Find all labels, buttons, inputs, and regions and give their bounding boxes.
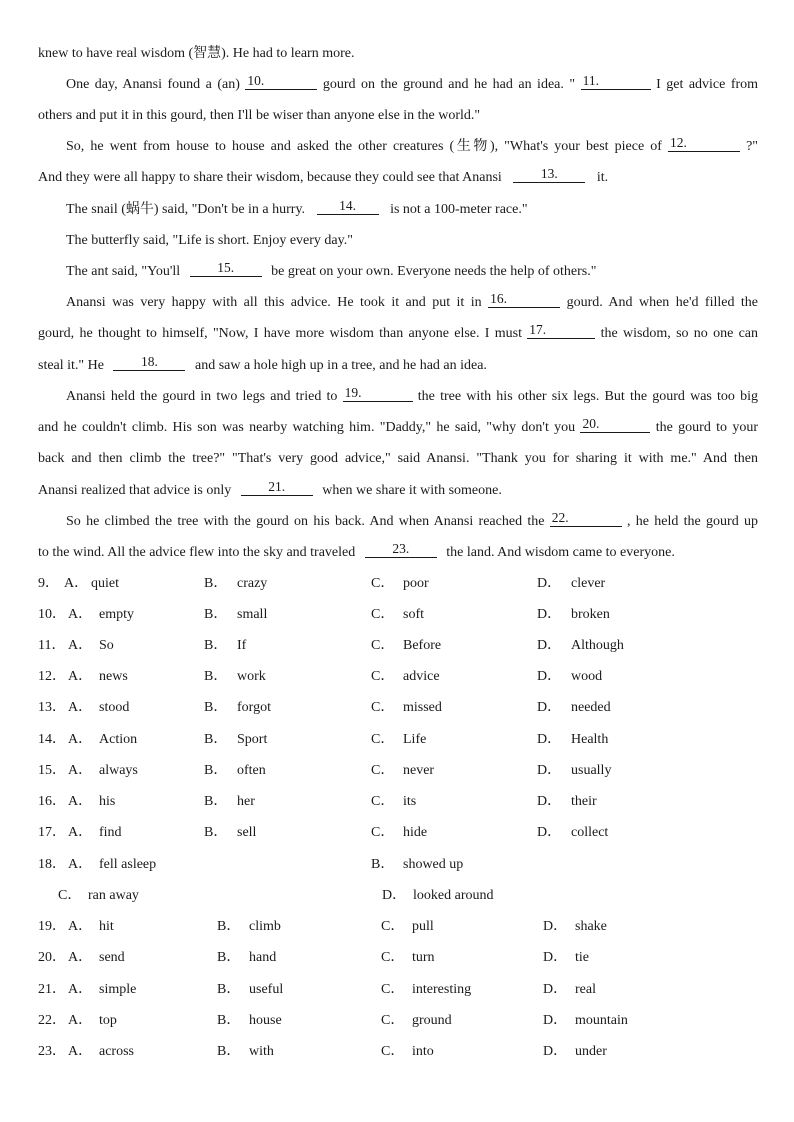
passage-text: steal it." He bbox=[38, 358, 104, 373]
option-b[interactable]: with bbox=[249, 1044, 274, 1059]
option-a[interactable]: So bbox=[99, 638, 114, 653]
passage-text: The butterfly said, "Life is short. Enjoy every day." bbox=[66, 233, 353, 248]
passage-text: So he climbed the tree with the gourd on his back. And when Anansi reached the bbox=[66, 514, 545, 529]
question-number: 16． bbox=[38, 794, 66, 809]
question-number: 19． bbox=[38, 919, 66, 934]
option-letter: A． bbox=[68, 732, 93, 747]
question-number: 12． bbox=[38, 669, 66, 684]
passage-text: Anansi was very happy with all this advice. He took it and put it in bbox=[66, 295, 482, 310]
option-d[interactable]: looked around bbox=[413, 888, 494, 903]
option-a[interactable]: quiet bbox=[91, 576, 119, 591]
passage-line bbox=[38, 412, 758, 443]
option-letter: A． bbox=[68, 950, 93, 965]
option-c[interactable]: missed bbox=[403, 700, 442, 715]
passage-text: Anansi held the gourd in two legs and tried to bbox=[66, 389, 338, 404]
answer-blank-20[interactable]: 20. bbox=[580, 416, 650, 433]
option-row-10 bbox=[38, 599, 758, 630]
passage-text: gourd. And when he'd filled the bbox=[566, 295, 759, 310]
question-number: 13． bbox=[38, 700, 66, 715]
answer-blank-16[interactable]: 16. bbox=[488, 291, 560, 308]
option-c[interactable]: turn bbox=[412, 950, 435, 965]
passage-text: So, he went from house to house and asked the other creatures (生物), "What's your best piece of bbox=[66, 139, 662, 154]
option-letter: C． bbox=[381, 1013, 405, 1028]
option-letter: D． bbox=[537, 794, 562, 809]
option-letter: B． bbox=[204, 763, 228, 778]
option-a[interactable]: stood bbox=[99, 700, 130, 715]
passage-line bbox=[38, 287, 758, 318]
passage-text: , he held the gourd up bbox=[627, 514, 758, 529]
question-number: 23． bbox=[38, 1044, 66, 1059]
option-b[interactable]: often bbox=[237, 763, 266, 778]
option-c[interactable]: never bbox=[403, 763, 435, 778]
option-d[interactable]: Although bbox=[571, 638, 624, 653]
option-row-20 bbox=[38, 942, 758, 973]
passage-line bbox=[38, 69, 758, 100]
option-row-23 bbox=[38, 1036, 758, 1067]
passage-text: One day, Anansi found a (an) bbox=[66, 77, 240, 92]
option-b[interactable]: useful bbox=[249, 982, 284, 997]
option-d[interactable]: under bbox=[575, 1044, 607, 1059]
option-letter: D． bbox=[537, 669, 562, 684]
passage-text: Anansi realized that advice is only bbox=[38, 483, 232, 498]
question-number: 21． bbox=[38, 982, 66, 997]
option-letter: B． bbox=[217, 919, 241, 934]
option-c[interactable]: Before bbox=[403, 638, 442, 653]
option-b[interactable]: small bbox=[237, 607, 268, 622]
option-letter: B． bbox=[217, 982, 241, 997]
option-letter: A． bbox=[68, 825, 93, 840]
option-row-15 bbox=[38, 755, 758, 786]
passage-text: to the wind. All the advice flew into the sky and traveled bbox=[38, 545, 356, 560]
passage-line bbox=[38, 537, 758, 568]
option-a[interactable]: fell asleep bbox=[99, 857, 157, 872]
option-letter: D． bbox=[537, 700, 562, 715]
passage-text: the tree with his other six legs. But the gourd was too big bbox=[417, 389, 759, 404]
option-letter: C． bbox=[58, 888, 82, 903]
passage-text: gourd, he thought to himself, "Now, I have more wisdom than anyone else. I must bbox=[38, 326, 522, 341]
option-letter: B． bbox=[371, 857, 395, 872]
question-number: 14． bbox=[38, 732, 66, 747]
option-letter: B． bbox=[217, 950, 241, 965]
option-letter: A． bbox=[68, 607, 93, 622]
option-letter: C． bbox=[371, 825, 395, 840]
option-letter: A． bbox=[68, 638, 93, 653]
answer-blank-13[interactable]: 13. bbox=[513, 166, 585, 183]
passage-text: the wisdom, so no one can bbox=[600, 326, 759, 341]
option-letter: D． bbox=[537, 638, 562, 653]
option-c[interactable]: poor bbox=[403, 576, 429, 591]
passage-text: others and put it in this gourd, then I'll be wiser than anyone else in the world." bbox=[38, 108, 481, 123]
option-a[interactable]: send bbox=[99, 950, 125, 965]
option-letter: C． bbox=[371, 732, 395, 747]
passage-text: ?" bbox=[746, 139, 758, 154]
passage-text: The snail (蜗牛) said, "Don't be in a hurry. bbox=[66, 202, 306, 217]
option-b[interactable]: her bbox=[237, 794, 255, 809]
option-a[interactable]: across bbox=[99, 1044, 134, 1059]
option-letter: A． bbox=[68, 919, 93, 934]
passage-line bbox=[38, 381, 758, 412]
option-letter: A． bbox=[68, 794, 93, 809]
option-letter: D． bbox=[382, 888, 407, 903]
option-a[interactable]: Action bbox=[99, 732, 138, 747]
passage-text: knew to have real wisdom (智慧). He had to learn more. bbox=[38, 46, 355, 61]
passage-line bbox=[38, 100, 758, 131]
option-letter: C． bbox=[371, 638, 395, 653]
option-letter: D． bbox=[537, 825, 562, 840]
option-row-11 bbox=[38, 630, 758, 661]
option-b[interactable]: Sport bbox=[237, 732, 268, 747]
option-d[interactable]: usually bbox=[571, 763, 612, 778]
passage-text: gourd on the ground and he had an idea. " bbox=[322, 77, 576, 92]
passage-line bbox=[38, 131, 758, 162]
passage-text: be great on your own. Everyone needs the help of others." bbox=[271, 264, 597, 279]
passage-line bbox=[38, 225, 758, 256]
option-d[interactable]: broken bbox=[571, 607, 610, 622]
answer-blank-14[interactable]: 14. bbox=[317, 198, 379, 215]
passage-text: and saw a hole high up in a tree, and he had an idea. bbox=[194, 358, 487, 373]
option-letter: A． bbox=[68, 1013, 93, 1028]
option-letter: A． bbox=[68, 982, 93, 997]
option-letter: B． bbox=[204, 794, 228, 809]
option-d[interactable]: wood bbox=[571, 669, 603, 684]
option-letter: C． bbox=[371, 607, 395, 622]
answer-blank-11[interactable]: 11. bbox=[581, 73, 651, 90]
answer-blank-15[interactable]: 15. bbox=[190, 260, 262, 277]
option-d[interactable]: collect bbox=[571, 825, 609, 840]
option-letter: C． bbox=[371, 576, 395, 591]
option-d[interactable]: their bbox=[571, 794, 597, 809]
option-letter: A． bbox=[68, 700, 93, 715]
option-c[interactable]: Life bbox=[403, 732, 427, 747]
answer-blank-21[interactable]: 21. bbox=[241, 479, 313, 496]
answer-blank-23[interactable]: 23. bbox=[365, 541, 437, 558]
option-letter: A． bbox=[64, 576, 89, 591]
question-number: 17． bbox=[38, 825, 66, 840]
option-row-18 bbox=[38, 849, 758, 880]
question-number: 9． bbox=[38, 576, 59, 591]
option-letter: B． bbox=[204, 700, 228, 715]
passage-line bbox=[38, 475, 758, 506]
option-d[interactable]: real bbox=[575, 982, 596, 997]
passage-text: I get advice from bbox=[656, 77, 759, 92]
option-a[interactable]: empty bbox=[99, 607, 134, 622]
option-c[interactable]: soft bbox=[403, 607, 424, 622]
passage-line bbox=[38, 506, 758, 537]
option-row-18-continued bbox=[38, 880, 758, 911]
option-d[interactable]: clever bbox=[571, 576, 606, 591]
option-c[interactable]: ground bbox=[412, 1013, 452, 1028]
question-number: 20． bbox=[38, 950, 66, 965]
passage-text: And they were all happy to share their wisdom, because they could see that Anansi bbox=[38, 170, 502, 185]
passage-line bbox=[38, 318, 758, 349]
option-row-13 bbox=[38, 692, 758, 723]
option-row-22 bbox=[38, 1005, 758, 1036]
option-letter: B． bbox=[204, 607, 228, 622]
option-letter: D． bbox=[537, 732, 562, 747]
passage-line bbox=[38, 350, 758, 381]
option-letter: C． bbox=[371, 794, 395, 809]
passage-text: is not a 100-meter race." bbox=[390, 202, 528, 217]
option-b[interactable]: forgot bbox=[237, 700, 271, 715]
answer-blank-10[interactable]: 10. bbox=[245, 73, 317, 90]
option-row-16 bbox=[38, 786, 758, 817]
option-letter: D． bbox=[543, 1044, 568, 1059]
option-b[interactable]: work bbox=[237, 669, 266, 684]
option-letter: C． bbox=[371, 763, 395, 778]
option-d[interactable]: shake bbox=[575, 919, 607, 934]
option-letter: D． bbox=[537, 576, 562, 591]
option-b[interactable]: climb bbox=[249, 919, 281, 934]
question-number: 15． bbox=[38, 763, 66, 778]
option-letter: B． bbox=[204, 732, 228, 747]
passage-text: back and then climb the tree?" "That's very good advice," said Anansi. "Thank you for sharing it with me." And then bbox=[38, 451, 758, 466]
passage-text: when we share it with someone. bbox=[322, 483, 502, 498]
option-letter: B． bbox=[204, 825, 228, 840]
option-d[interactable]: mountain bbox=[575, 1013, 628, 1028]
passage-text: and he couldn't climb. His son was nearby watching him. "Daddy," he said, "why don't you bbox=[38, 420, 576, 435]
question-number: 18． bbox=[38, 857, 66, 872]
question-number: 22． bbox=[38, 1013, 66, 1028]
option-c[interactable]: into bbox=[412, 1044, 434, 1059]
option-letter: C． bbox=[381, 950, 405, 965]
option-b[interactable]: showed up bbox=[403, 857, 464, 872]
option-row-17 bbox=[38, 817, 758, 848]
option-b[interactable]: If bbox=[237, 638, 247, 653]
option-row-9 bbox=[38, 568, 758, 599]
option-letter: C． bbox=[381, 919, 405, 934]
option-c[interactable]: hide bbox=[403, 825, 428, 840]
option-row-21 bbox=[38, 974, 758, 1005]
option-letter: A． bbox=[68, 1044, 93, 1059]
option-letter: C． bbox=[371, 669, 395, 684]
option-letter: B． bbox=[217, 1044, 241, 1059]
option-a[interactable]: simple bbox=[99, 982, 137, 997]
option-a[interactable]: news bbox=[99, 669, 128, 684]
passage-text: the land. And wisdom came to everyone. bbox=[446, 545, 675, 560]
option-letter: B． bbox=[217, 1013, 241, 1028]
answer-blank-19[interactable]: 19. bbox=[343, 385, 413, 402]
option-c[interactable]: ran away bbox=[88, 888, 139, 903]
option-letter: B． bbox=[204, 669, 228, 684]
option-a[interactable]: find bbox=[99, 825, 122, 840]
option-b[interactable]: sell bbox=[237, 825, 257, 840]
option-letter: B． bbox=[204, 638, 228, 653]
option-letter: D． bbox=[537, 607, 562, 622]
question-number: 11． bbox=[38, 638, 66, 653]
passage-line bbox=[38, 194, 758, 225]
option-letter: D． bbox=[543, 982, 568, 997]
option-b[interactable]: hand bbox=[249, 950, 277, 965]
option-c[interactable]: pull bbox=[412, 919, 434, 934]
passage-text: it. bbox=[596, 170, 609, 185]
option-letter: C． bbox=[381, 1044, 405, 1059]
option-row-12 bbox=[38, 661, 758, 692]
option-d[interactable]: Health bbox=[571, 732, 609, 747]
question-number: 10． bbox=[38, 607, 66, 622]
option-a[interactable]: top bbox=[99, 1013, 117, 1028]
option-a[interactable]: his bbox=[99, 794, 116, 809]
option-letter: C． bbox=[371, 700, 395, 715]
passage-line bbox=[38, 38, 758, 69]
option-letter: D． bbox=[537, 763, 562, 778]
passage-line bbox=[38, 256, 758, 287]
option-a[interactable]: hit bbox=[99, 919, 114, 934]
option-b[interactable]: house bbox=[249, 1013, 282, 1028]
passage-line bbox=[38, 443, 758, 474]
option-letter: D． bbox=[543, 1013, 568, 1028]
answer-blank-17[interactable]: 17. bbox=[527, 322, 595, 339]
option-c[interactable]: interesting bbox=[412, 982, 472, 997]
answer-blank-12[interactable]: 12. bbox=[668, 135, 740, 152]
option-b[interactable]: crazy bbox=[237, 576, 268, 591]
option-letter: C． bbox=[381, 982, 405, 997]
passage-text: The ant said, "You'll bbox=[66, 264, 181, 279]
answer-blank-18[interactable]: 18. bbox=[113, 354, 185, 371]
option-row-19 bbox=[38, 911, 758, 942]
option-d[interactable]: tie bbox=[575, 950, 589, 965]
passage-text: the gourd to your bbox=[655, 420, 759, 435]
answer-blank-22[interactable]: 22. bbox=[550, 510, 622, 527]
option-c[interactable]: its bbox=[403, 794, 417, 809]
option-c[interactable]: advice bbox=[403, 669, 440, 684]
passage-line bbox=[38, 162, 758, 193]
option-letter: A． bbox=[68, 669, 93, 684]
option-a[interactable]: always bbox=[99, 763, 138, 778]
option-letter: D． bbox=[543, 950, 568, 965]
option-letter: A． bbox=[68, 763, 93, 778]
option-d[interactable]: needed bbox=[571, 700, 611, 715]
option-letter: D． bbox=[543, 919, 568, 934]
option-letter: A． bbox=[68, 857, 93, 872]
option-letter: B． bbox=[204, 576, 228, 591]
option-row-14 bbox=[38, 724, 758, 755]
